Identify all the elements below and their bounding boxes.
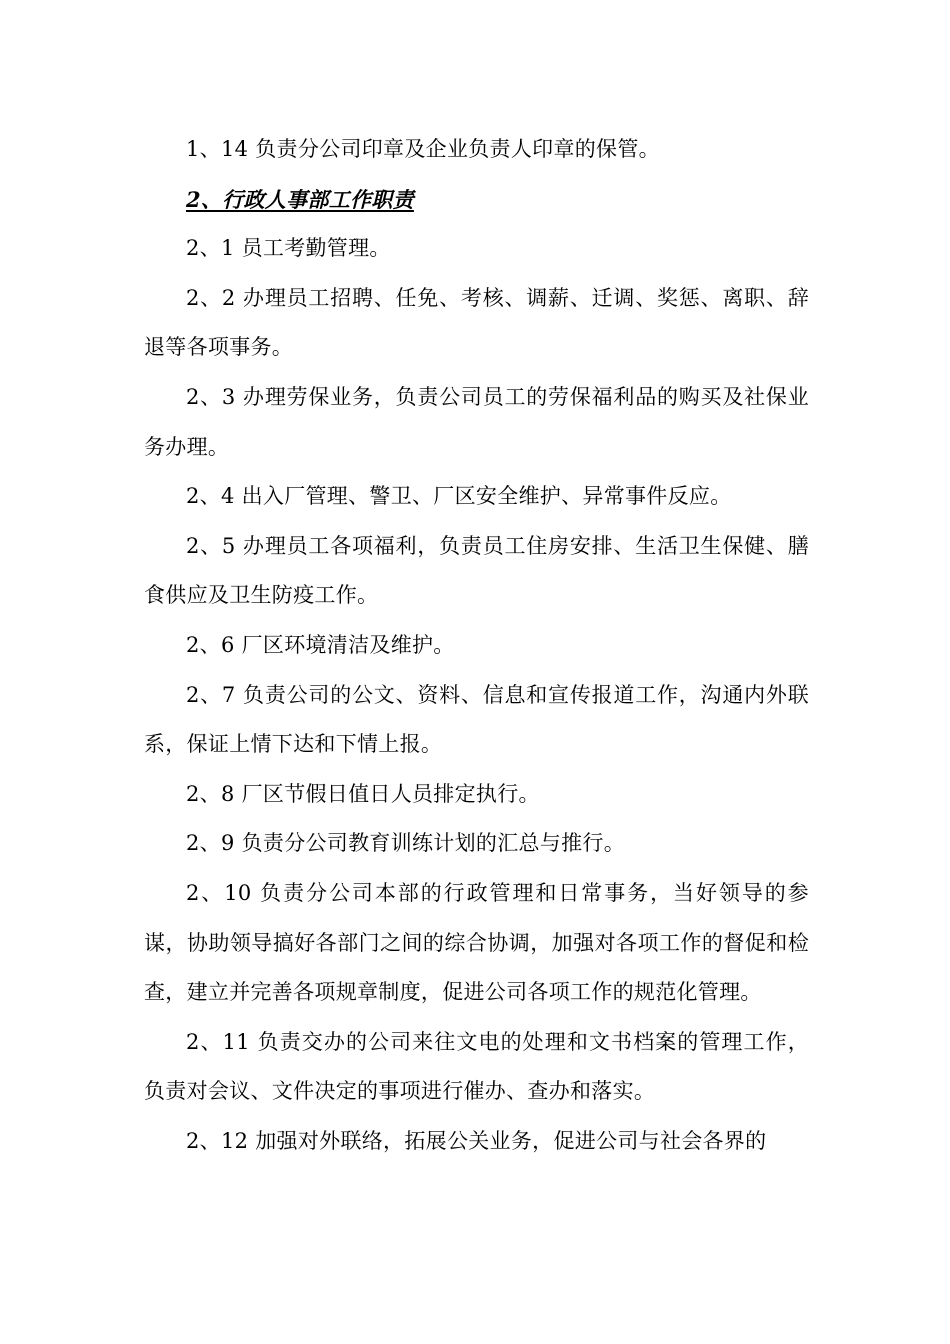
paragraph-2-7: 2、7 负责公司的公文、资料、信息和宣传报道工作，沟通内外联系，保证上情下达和下情上报。 bbox=[144, 682, 809, 757]
paragraph-2-12: 2、12 加强对外联络，拓展公关业务，促进公司与社会各界的 bbox=[186, 1128, 767, 1153]
paragraph-2-2: 2、2 办理员工招聘、任免、考核、调薪、迁调、奖惩、离职、辞退等各项事务。 bbox=[144, 285, 809, 360]
paragraph-2-6: 2、6 厂区环境清洁及维护。 bbox=[186, 632, 455, 657]
paragraph-2-10: 2、10 负责分公司本部的行政管理和日常事务，当好领导的参谋，协助领导搞好各部门之间的综合协调，加强对各项工作的督促和检查，建立并完善各项规章制度，促进公司各项工作的规范化管理。 bbox=[144, 880, 809, 1005]
paragraph-1-14: 1、14 负责分公司印章及企业负责人印章的保管。 bbox=[186, 137, 660, 161]
paragraph-2-4: 2、4 出入厂管理、警卫、厂区安全维护、异常事件反应。 bbox=[186, 484, 732, 509]
paragraph-2-5: 2、5 办理员工各项福利，负责员工住房安排、生活卫生保健、膳食供应及卫生防疫工作。 bbox=[144, 533, 809, 608]
paragraph-2-9: 2、9 负责分公司教育训练计划的汇总与推行。 bbox=[186, 831, 625, 856]
paragraph-2-3: 2、3 办理劳保业务，负责公司员工的劳保福利品的购买及社保业务办理。 bbox=[144, 384, 809, 459]
paragraph-2-8: 2、8 厂区节假日值日人员排定执行。 bbox=[186, 781, 540, 806]
paragraph-2-1: 2、1 员工考勤管理。 bbox=[186, 236, 391, 261]
paragraph-2-11: 2、11 负责交办的公司来往文电的处理和文书档案的管理工作，负责对会议、文件决定的事项进行催办、查办和落实。 bbox=[144, 1029, 809, 1104]
document-body bbox=[144, 125, 809, 1166]
section-heading-admin-hr: 2、行政人事部工作职责 bbox=[186, 186, 414, 212]
